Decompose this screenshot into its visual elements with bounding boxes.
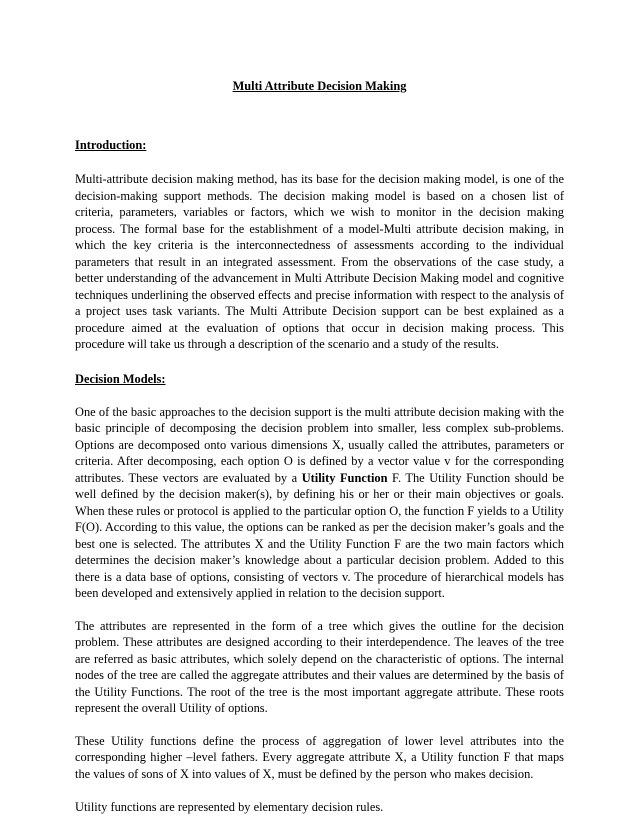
paragraph-text: F. The Utility Function should be well defined by the decision maker(s), by defining his or her or their main objectives or goals. When these rules or protocol is applied to the particular option O, the function F yields to a Utility F(O). According to this value, the options can be ranked as per the decision maker’s goals and the best one is selected. The attributes X and the Utility Function F are the two main factors which determines the decision maker’s knowledge about a particular decision problem. Added to this there is a data base of options, consisting of vectors v. The procedure of hierarchical models has been developed and extensively applied in relation to the decision support. [75,470,565,600]
decision-models-paragraph-3: These Utility functions define the process of aggregation of lower level attributes into the corresponding higher –level fathers. Every aggregate attribute X, a Utility function F that maps the values of sons of X into values of X, must be defined by the person who makes decision. [75,733,564,781]
section-heading-decision-models: Decision Models: [75,371,166,386]
paragraph-text: One of the basic approaches to the decision support is the multi attribute decision making with the basic principle of decomposing the decision problem into smaller, less complex sub-problems. Options are decomposed onto various dimensions X, usually called the attributes, parameters or criteria. After decomposing, each option O is defined by a vector value v for the corresponding attributes. These vectors are evaluated by a [75,404,564,485]
decision-models-paragraph-1 [75,404,564,602]
introduction-paragraph: Multi-attribute decision making method, has its base for the decision making model, is one of the decision-making support methods. The decision making model is based on a chosen list of criteria, parameters, variables or factors, which we wish to monitor in the decision making process. The formal base for the establishment of a model-Multi attribute decision making, in which the key criteria is the interconnectedness of assessments according to the individual parameters that result in an integrated assessment. From the observations of the case study, a better understanding of the advancement in Multi Attribute Decision Making model and cognitive techniques underlining the observed effects and precise information with respect to the analysis of a project uses task variants. The Multi Attribute Decision support can be best explained as a procedure aimed at the evaluation of options that occur in decision making process. This procedure will take us through a description of the scenario and a study of the results. [75,172,564,351]
decision-models-paragraph-4: Utility functions are represented by elementary decision rules. [75,800,384,814]
section-heading-introduction: Introduction: [75,138,147,152]
utility-function-term: Utility Function [301,470,388,485]
document-title: Multi Attribute Decision Making [232,79,407,93]
decision-models-paragraph-2: The attributes are represented in the form of a tree which gives the outline for the decision problem. These attributes are designed according to their interdependence. The leaves of the tree are referred as basic attributes, which solely depend on the characteristic of options. The internal nodes of the tree are called the aggregate attributes and their values are determined by the basis of the Utility Functions. The root of the tree is the most important aggregate attribute. These roots represent the overall Utility of options. [75,618,564,715]
